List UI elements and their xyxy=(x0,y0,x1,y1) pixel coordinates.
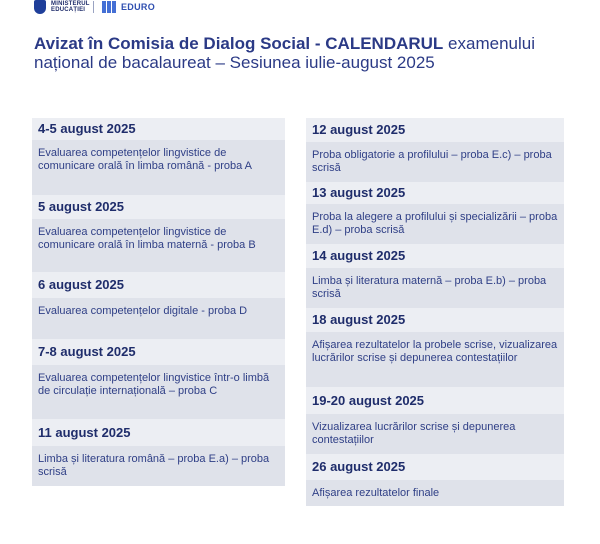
eduro-brand: EDURO xyxy=(121,2,156,12)
calendar-entry xyxy=(32,419,285,486)
calendar-entry xyxy=(32,195,285,272)
page-title xyxy=(34,34,574,72)
entry-description: Evaluarea competențelor lingvistice într-o limbă de circulație internațională – proba C xyxy=(32,365,285,419)
eduro-logo-icon xyxy=(102,1,116,13)
calendar-entry xyxy=(306,308,564,387)
ministry-crest-icon xyxy=(34,0,46,14)
entry-description: Vizualizarea lucrărilor scrise și depunerea contestațiilor xyxy=(306,414,564,454)
calendar-entry xyxy=(32,339,285,419)
entry-description: Afișarea rezultatelor finale xyxy=(306,480,564,506)
calendar-left-column xyxy=(32,118,285,486)
calendar-entry xyxy=(306,118,564,182)
entry-description: Proba obligatorie a profilului – proba E.c) – proba scrisă xyxy=(306,142,564,182)
entry-description: Evaluarea competențelor lingvistice de comunicare orală în limba maternă - proba B xyxy=(32,219,285,272)
entry-date: 5 august 2025 xyxy=(32,195,285,219)
entry-description: Afișarea rezultatelor la probele scrise, vizualizarea lucrărilor scrise și depunerea contestațiilor xyxy=(306,332,564,387)
calendar-entry xyxy=(306,182,564,244)
entry-date: 7-8 august 2025 xyxy=(32,339,285,365)
calendar-right-column xyxy=(306,118,564,506)
entry-date: 12 august 2025 xyxy=(306,118,564,142)
entry-date: 26 august 2025 xyxy=(306,454,564,480)
logo-divider xyxy=(93,1,94,13)
entry-description: Proba la alegere a profilului și specializării – proba E.d) – proba scrisă xyxy=(306,204,564,244)
entry-date: 11 august 2025 xyxy=(32,419,285,446)
entry-date: 14 august 2025 xyxy=(306,244,564,268)
entry-description: Limba și literatura română – proba E.a) – proba scrisă xyxy=(32,446,285,486)
entry-description: Limba și literatura maternă – proba E.b) – proba scrisă xyxy=(306,268,564,308)
calendar-entry xyxy=(32,272,285,339)
title-rest: examenului național de bacalaureat – Sesiunea iulie-august 2025 xyxy=(34,34,535,72)
entry-description: Evaluarea competențelor lingvistice de comunicare orală în limba română - proba A xyxy=(32,140,285,195)
calendar-entry xyxy=(306,454,564,506)
entry-date: 6 august 2025 xyxy=(32,272,285,298)
header-logos xyxy=(34,0,155,18)
calendar-entry xyxy=(306,244,564,308)
calendar-entry xyxy=(306,387,564,454)
title-bold: Avizat în Comisia de Dialog Social - CALENDARUL xyxy=(34,34,444,53)
entry-date: 19-20 august 2025 xyxy=(306,387,564,414)
entry-date: 18 august 2025 xyxy=(306,308,564,332)
entry-date: 4-5 august 2025 xyxy=(32,118,285,140)
entry-date: 13 august 2025 xyxy=(306,182,564,204)
calendar-entry xyxy=(32,118,285,195)
ministry-name: MINISTERUL EDUCAȚIEI xyxy=(51,1,90,13)
entry-description: Evaluarea competențelor digitale - proba D xyxy=(32,298,285,339)
